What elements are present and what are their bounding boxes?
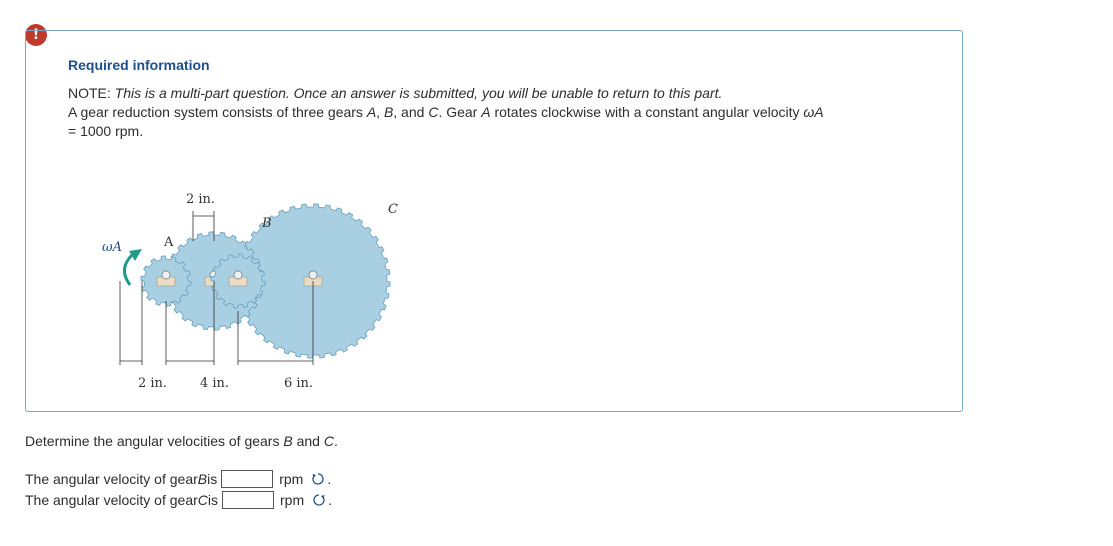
- desc-text: . Gear: [438, 104, 482, 120]
- period: .: [327, 471, 332, 487]
- dim-bottom-1-label: 2 in.: [138, 376, 168, 391]
- desc-text: rotates clockwise with a constant angular velocity: [490, 104, 804, 120]
- desc-text: A gear reduction system consists of three gears: [68, 104, 367, 120]
- answer-prefix: The angular velocity of gear: [25, 471, 198, 487]
- dim-bottom-3-label: 6 in.: [284, 376, 314, 391]
- gear-a-label: A: [164, 235, 174, 250]
- omega-symbol: ωA: [803, 104, 824, 120]
- question-text: [25, 433, 338, 449]
- gear-b-ref: B: [383, 104, 394, 120]
- answer-row-b: [25, 469, 331, 489]
- gear-c-label: C: [388, 202, 398, 217]
- gear-a-ref: A: [366, 104, 377, 120]
- unit-label: rpm: [280, 492, 305, 508]
- gear-b-velocity-input[interactable]: [221, 470, 273, 488]
- note-prefix: NOTE:: [68, 85, 115, 101]
- answer-suffix: is: [207, 492, 219, 508]
- answer-prefix: The angular velocity of gear: [25, 492, 198, 508]
- note-text: This is a multi-part question. Once an answer is submitted, you will be unable to return to this part.: [114, 85, 723, 101]
- desc-text: = 1000 rpm.: [68, 123, 144, 139]
- gear-c-velocity-input[interactable]: [222, 491, 274, 509]
- question-and: and: [292, 433, 324, 449]
- answer-row-c: [25, 490, 332, 510]
- omega-a-label: ωA: [102, 240, 122, 255]
- desc-sep: ,: [376, 104, 384, 120]
- required-info-panel: [25, 30, 963, 412]
- gear-a-ref: A: [481, 104, 491, 120]
- info-title: Required information: [68, 57, 210, 73]
- dim-top-label: 2 in.: [186, 192, 216, 207]
- clockwise-icon: [312, 493, 326, 507]
- unit-label: rpm: [279, 471, 304, 487]
- alert-icon: !: [25, 24, 47, 46]
- question-suffix: .: [333, 433, 338, 449]
- gear-b-label: B: [262, 216, 272, 231]
- gear-system-figure: [86, 181, 426, 401]
- question-gear-c: C: [323, 433, 334, 449]
- question-prefix: Determine the angular velocities of gears: [25, 433, 284, 449]
- answer-gear: C: [197, 492, 208, 508]
- problem-statement: [68, 84, 928, 141]
- answer-suffix: is: [207, 471, 218, 487]
- dim-bottom-2-label: 4 in.: [200, 376, 230, 391]
- rotation-arrow-icon: [124, 255, 132, 285]
- desc-sep: , and: [393, 104, 429, 120]
- gear-c-ref: C: [428, 104, 439, 120]
- answer-gear: B: [197, 471, 208, 487]
- period: .: [328, 492, 333, 508]
- counterclockwise-icon: [311, 472, 325, 486]
- question-gear-b: B: [283, 433, 293, 449]
